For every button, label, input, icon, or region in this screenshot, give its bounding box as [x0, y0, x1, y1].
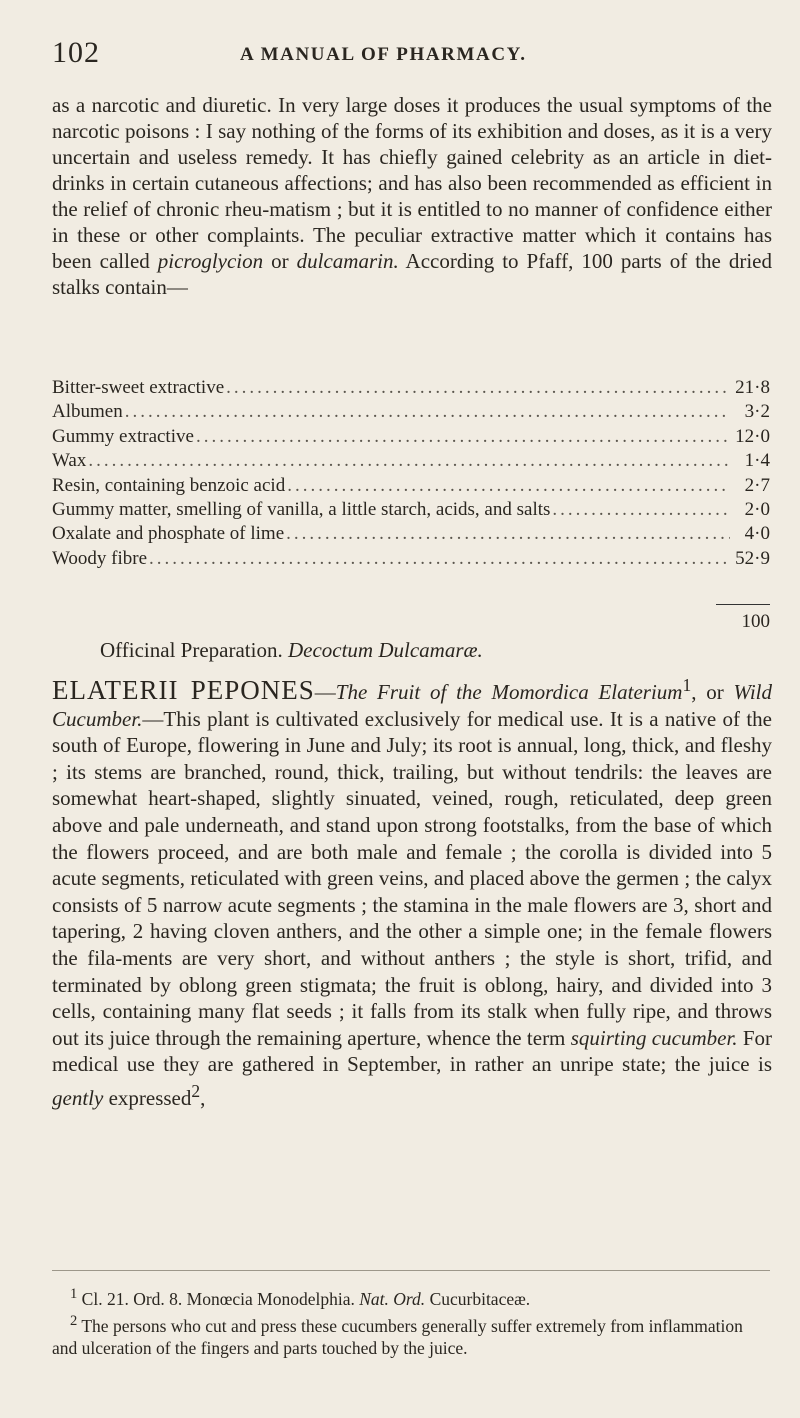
composition-value: 3·2: [744, 401, 770, 423]
composition-name: Resin, containing benzoic acid: [52, 474, 286, 496]
footnote-2: $^2$ The persons who cut and press these cucumbers generally suffer extremely from inflammation and ulceration of the fingers and parts touched by the juice.: [52, 1312, 743, 1358]
composition-row: [52, 499, 770, 523]
composition-name: Gummy extractive: [52, 425, 194, 447]
page-header: [52, 36, 760, 76]
composition-value: 1·4: [744, 450, 770, 472]
officinal-preparation: Officinal Preparation. Decoctum Dulcamaræ.: [100, 638, 483, 662]
composition-value: 21·8: [735, 377, 770, 398]
total-rule: [716, 604, 770, 605]
composition-row: [52, 548, 770, 572]
composition-name: Albumen: [52, 401, 123, 423]
leader-dots: [123, 401, 730, 423]
leader-dots: [86, 450, 730, 472]
running-title: A MANUAL OF PHARMACY.: [240, 44, 527, 65]
composition-table: [52, 377, 770, 572]
page-number: 102: [52, 36, 100, 69]
composition-name: Bitter-sweet extractive: [52, 377, 225, 398]
composition-value: 2·7: [744, 474, 770, 496]
leader-dots: [224, 377, 730, 399]
leader-dots: [194, 426, 730, 448]
composition-name: Oxalate and phosphate of lime: [52, 523, 285, 545]
composition-total: 100: [741, 611, 770, 632]
leader-dots: [550, 499, 730, 521]
leader-dots: [284, 523, 730, 545]
composition-row: [52, 426, 770, 450]
composition-row: [52, 377, 770, 401]
paragraph-elaterium: ELATERII PEPONES—The Fruit of the Momordica Elaterium$^1$, or Wild Cucumber.—This plant is cultivated exclusively for medical use. It is a native of the south of Europe, flowering in June and July; its root is annual, long, thick, and fleshy ; its stems are branched, round, thick, trailing, but without tendrils: the leaves are somewhat heart-shaped, slightly sinuated, veined, rough, reticulated, deep green above and pale underneath, and stand upon strong footstalks, from the base of which the flowers proceed, and are both male and female ; the corolla is divided into 5 acute segments, reticulated with green veins, and placed above the germen ; the calyx consists of 5 narrow acute segments ; the stamina in the male flowers are 3, short and tapering, 2 having cloven anthers, and the other a simple one; in the female flowers the fila-ments are very short, and without anthers ; the style is short, trifid, and terminated by oblong green stigmata; the fruit is oblong, hairy, and divided into 3 cells, containing many flat seeds ; it falls from its stalk when fully ripe, and throws out its juice through the remaining aperture, whence the term squirting cucumber. For medical use they are gathered in September, in rather an unripe state; the juice is gently expressed$^2$,: [52, 675, 772, 1110]
composition-row: [52, 523, 770, 547]
composition-value: 52·9: [735, 547, 770, 569]
composition-value: 2·0: [744, 498, 770, 520]
leader-dots: [147, 548, 730, 570]
footnotes: [52, 1283, 772, 1359]
composition-value: 12·0: [735, 425, 770, 447]
leader-dots: [285, 475, 730, 497]
composition-name: Gummy matter, smelling of vanilla, a little starch, acids, and salts: [52, 498, 551, 520]
composition-row: [52, 450, 770, 474]
footnote-1: $^1$ Cl. 21. Ord. 8. Monœcia Monodelphia. Nat. Ord. Cucurbitaceæ.: [70, 1286, 531, 1309]
footnote-rule: [52, 1270, 770, 1271]
composition-name: Wax: [52, 450, 87, 472]
composition-value: 4·0: [744, 523, 770, 545]
composition-row: [52, 401, 770, 425]
composition-row: [52, 475, 770, 499]
composition-name: Woody fibre: [52, 547, 148, 569]
paragraph-dulcamara: as a narcotic and diuretic. In very large doses it produces the usual symptoms of the narcotic poisons : I say nothing of the forms of its exhibition and doses, as it is a very uncertain and useless remedy. It has chiefly gained celebrity as an article in diet-drinks in certain cutaneous affections; and has also been recommended as efficient in the relief of chronic rheu-matism ; but it is entitled to no manner of confidence either in these or other complaints. The peculiar extractive matter which it contains has been called picroglycion or dulcamarin. According to Pfaff, 100 parts of the dried stalks contain—: [52, 93, 772, 299]
